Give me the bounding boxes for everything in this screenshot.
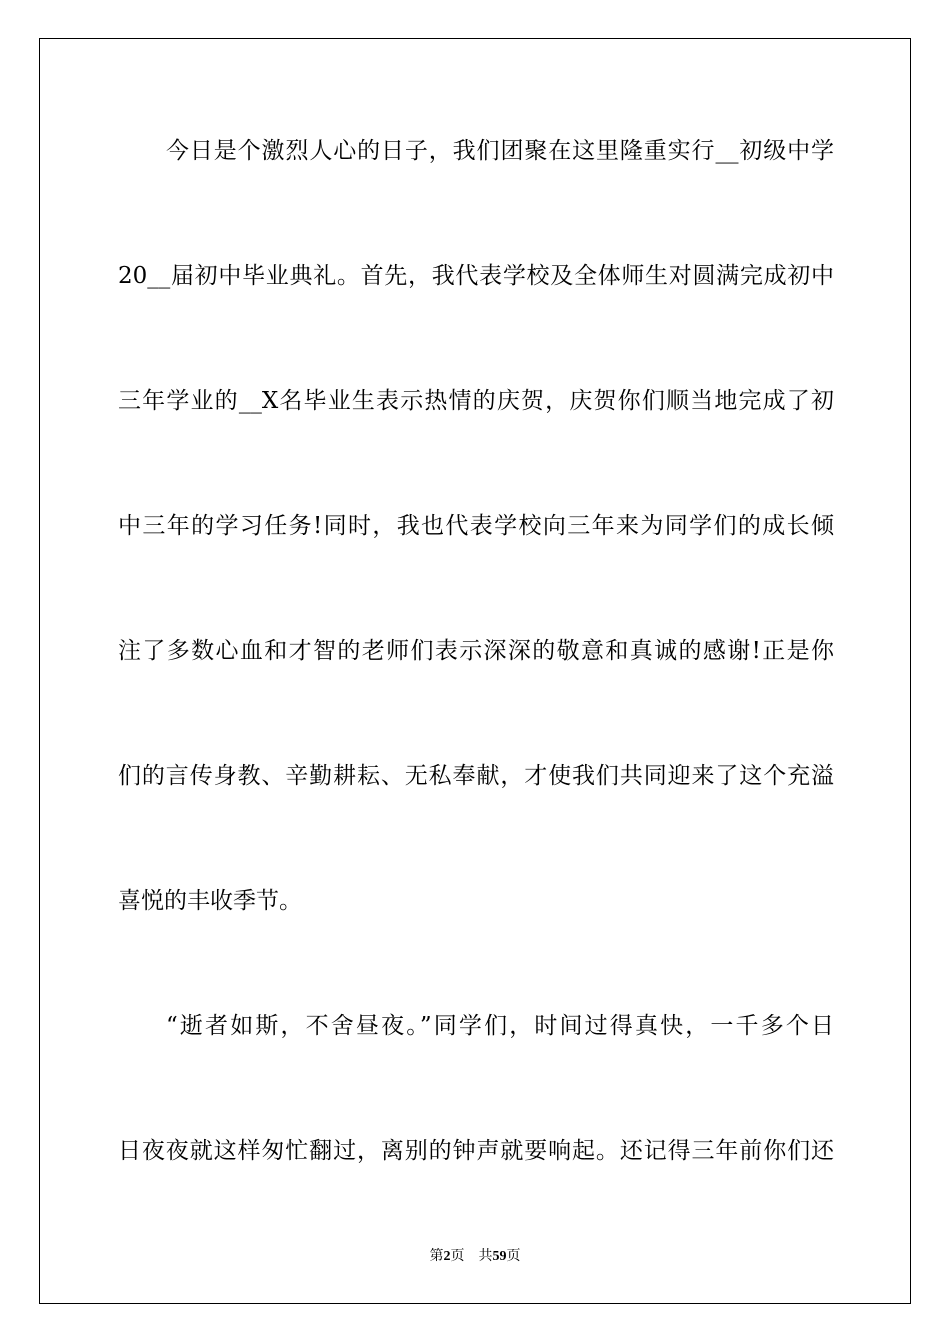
text-line: 注了多数心血和才智的老师们表示深深的敬意和真诚的感谢!正是你	[118, 638, 834, 664]
text-line: 喜悦的丰收季节。	[118, 888, 302, 914]
total-pages: 59	[492, 1249, 507, 1264]
total-suffix: 页	[506, 1248, 521, 1264]
text-line: 日夜夜就这样匆忙翻过，离别的钟声就要响起。还记得三年前你们还	[118, 1138, 834, 1164]
text-line: 三年学业的__X名毕业生表示热情的庆贺，庆贺你们顺当地完成了初	[118, 388, 834, 414]
text-line: 们的言传身教、辛勤耕耘、无私奉献，才使我们共同迎来了这个充溢	[118, 763, 834, 789]
text-line: 今日是个激烈人心的日子，我们团聚在这里隆重实行__初级中学	[166, 138, 834, 164]
text-line: “逝者如斯，不舍昼夜。”同学们，时间过得真快，一千多个日	[166, 1013, 834, 1039]
page-border	[39, 38, 911, 1304]
page-prefix: 第	[429, 1248, 444, 1264]
text-line: 中三年的学习任务!同时，我也代表学校向三年来为同学们的成长倾	[118, 513, 834, 539]
page-suffix: 页	[450, 1248, 465, 1264]
total-prefix: 共	[478, 1248, 493, 1264]
text-line: 20__届初中毕业典礼。首先，我代表学校及全体师生对圆满完成初中	[118, 263, 834, 289]
page-number: 2	[443, 1249, 451, 1264]
page-footer	[0, 1246, 950, 1267]
